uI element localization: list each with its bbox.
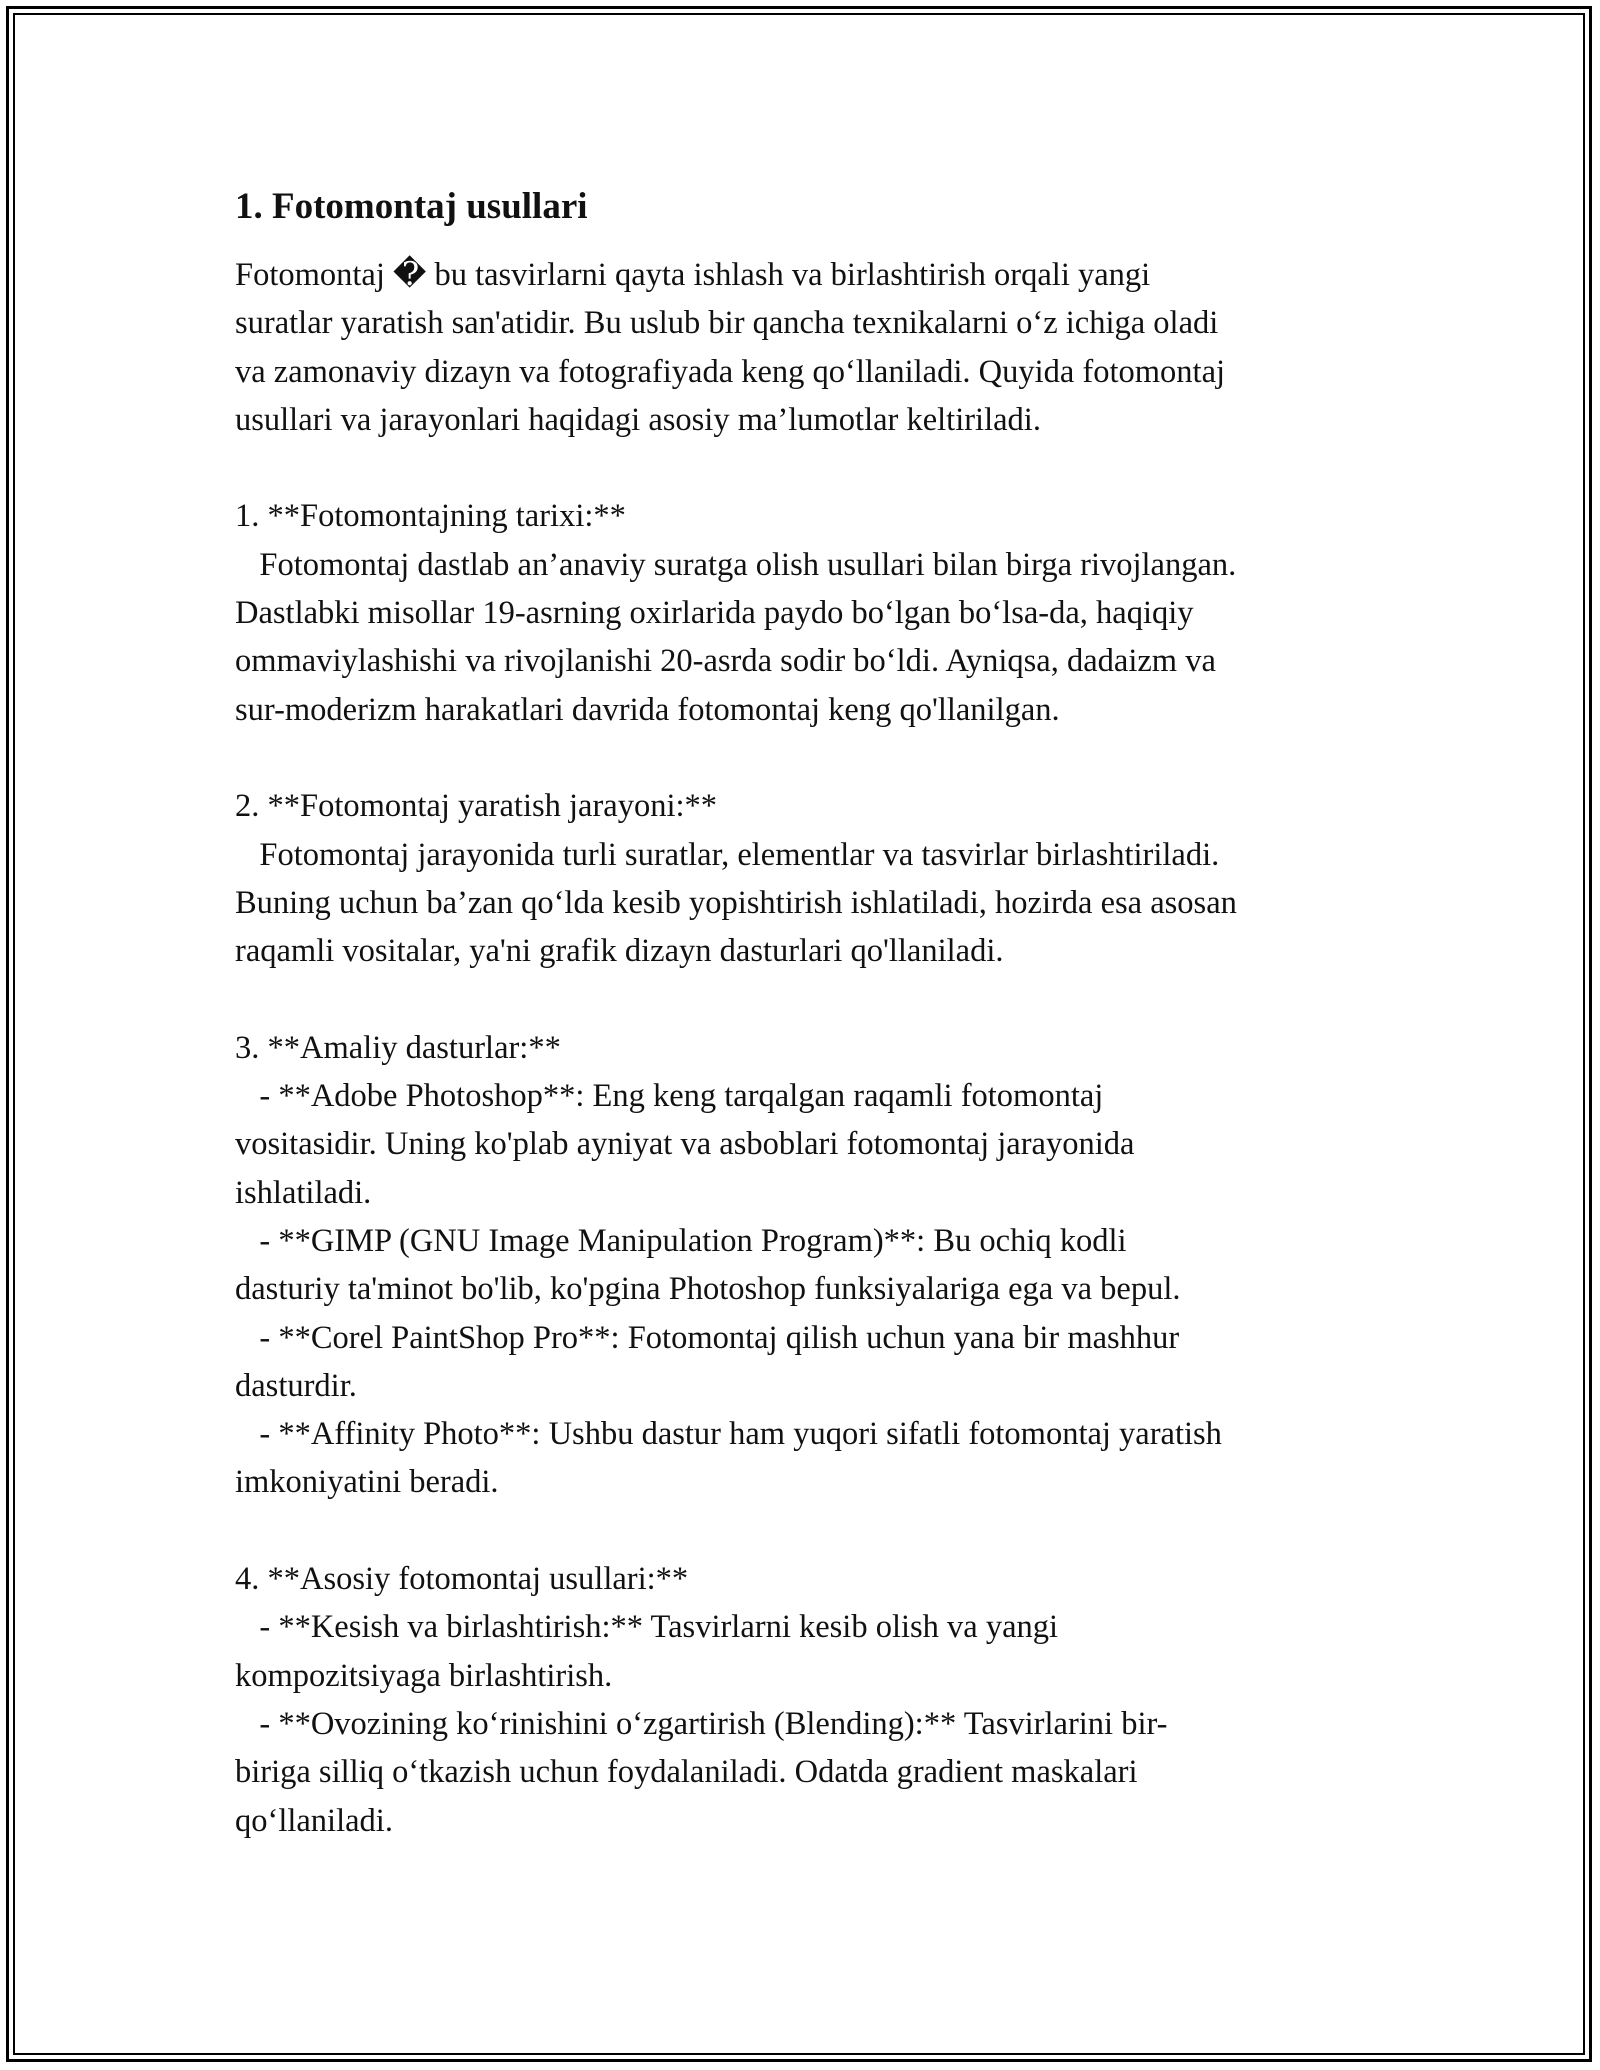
section-process bbox=[235, 782, 1395, 975]
list-item-line: - **Affinity Photo**: Ushbu dastur ham yuqori sifatli fotomontaj yaratish bbox=[235, 1416, 1222, 1453]
text-line: Dastlabki misollar 19-asrning oxirlarida paydo bo‘lgan bo‘lsa-da, haqiqiy bbox=[235, 595, 1194, 632]
text-line: kompozitsiyaga birlashtirish. bbox=[235, 1657, 613, 1694]
list-item-line: - **GIMP (GNU Image Manipulation Program)**: Bu ochiq kodli bbox=[235, 1222, 1127, 1259]
text-line: biriga silliq o‘tkazish uchun foydalaniladi. Odatda gradient maskalari bbox=[235, 1754, 1138, 1791]
intro-paragraph bbox=[235, 251, 1395, 444]
text-line: usullari va jarayonlari haqidagi asosiy ma’lumotlar keltiriladi. bbox=[235, 401, 1041, 438]
section-title: 1. **Fotomontajning tarixi:** bbox=[235, 498, 626, 535]
list-item-line: - **Adobe Photoshop**: Eng keng tarqalgan raqamli fotomontaj bbox=[235, 1078, 1104, 1115]
text-line: ishlatiladi. bbox=[235, 1174, 372, 1211]
text-line: sur-moderizm harakatlari davrida fotomontaj keng qo'llanilgan. bbox=[235, 691, 1060, 728]
text-line: Fotomontaj � bu tasvirlarni qayta ishlash va birlashtirish orqali yangi bbox=[235, 257, 1151, 293]
text-line: Fotomontaj dastlab an’anaviy suratga olish usullari bilan birga rivojlangan. bbox=[235, 546, 1237, 583]
text-line: va zamonaviy dizayn va fotografiyada keng qo‘llaniladi. Quyida fotomontaj bbox=[235, 353, 1226, 390]
text-line: Buning uchun ba’zan qo‘lda kesib yopishtirish ishlatiladi, hozirda esa asosan bbox=[235, 884, 1237, 921]
document-body bbox=[235, 185, 1395, 1893]
text-line: vositasidir. Uning ko'plab ayniyat va asboblari fotomontaj jarayonida bbox=[235, 1126, 1135, 1163]
text-line: dasturiy ta'minot bo'lib, ko'pgina Photoshop funksiyalariga ega va bepul. bbox=[235, 1271, 1181, 1308]
section-methods bbox=[235, 1555, 1395, 1845]
list-item-line: - **Corel PaintShop Pro**: Fotomontaj qilish uchun yana bir mashhur bbox=[235, 1319, 1180, 1356]
section-title: 4. **Asosiy fotomontaj usullari:** bbox=[235, 1561, 689, 1598]
list-item-line: - **Kesish va birlashtirish:** Tasvirlarni kesib olish va yangi bbox=[235, 1609, 1059, 1646]
document-heading: 1. Fotomontaj usullari bbox=[235, 186, 588, 227]
text-line: suratlar yaratish san'atidir. Bu uslub bir qancha texnikalarni o‘z ichiga oladi bbox=[235, 305, 1219, 342]
text-line: imkoniyatini beradi. bbox=[235, 1464, 499, 1501]
section-history bbox=[235, 492, 1395, 733]
section-title: 3. **Amaliy dasturlar:** bbox=[235, 1029, 561, 1066]
text-line: qo‘llaniladi. bbox=[235, 1802, 393, 1839]
section-title: 2. **Fotomontaj yaratish jarayoni:** bbox=[235, 788, 718, 825]
text-line: raqamli vositalar, ya'ni grafik dizayn dasturlari qo'llaniladi. bbox=[235, 933, 1004, 970]
list-item-line: - **Ovozining ko‘rinishini o‘zgartirish (Blending):** Tasvirlarini bir- bbox=[235, 1705, 1168, 1742]
text-line: dasturdir. bbox=[235, 1367, 357, 1404]
section-software bbox=[235, 1024, 1395, 1507]
text-line: Fotomontaj jarayonida turli suratlar, elementlar va tasvirlar birlashtiriladi. bbox=[235, 836, 1220, 873]
text-line: ommaviylashishi va rivojlanishi 20-asrda sodir bo‘ldi. Ayniqsa, dadaizm va bbox=[235, 643, 1216, 680]
